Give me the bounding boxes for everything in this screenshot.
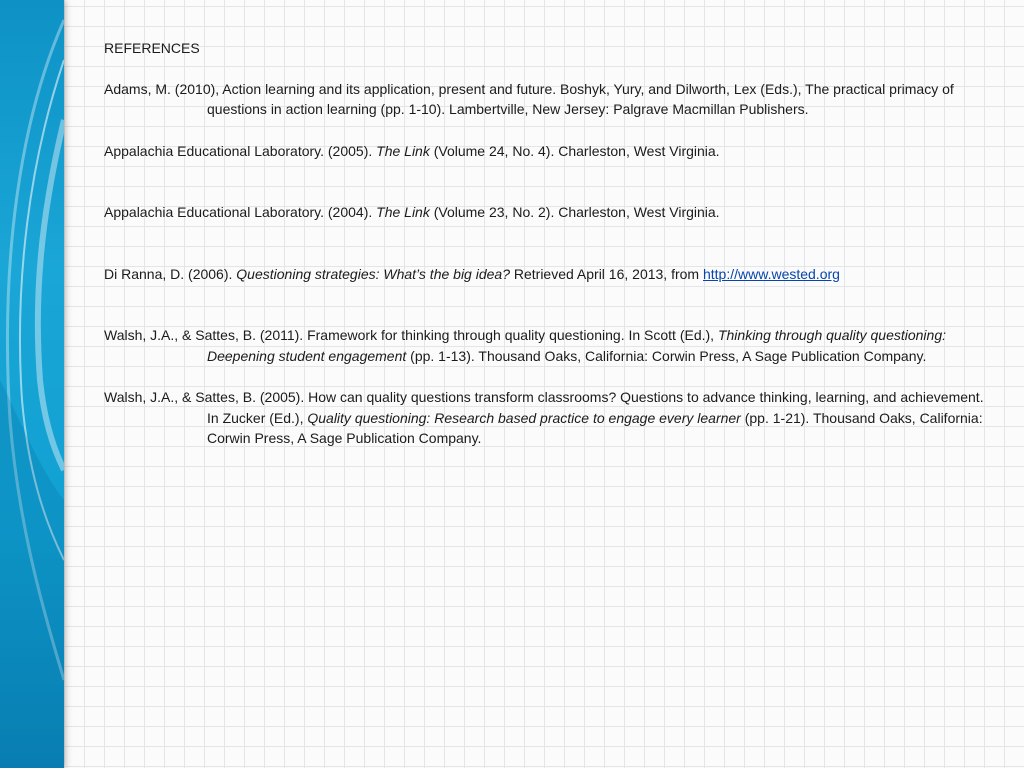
reference-text: (Volume 24, No. 4). Charleston, West Virginia.: [429, 142, 720, 159]
page-title: REFERENCES: [104, 40, 200, 56]
reference-entry-ael-2005: [104, 141, 984, 162]
reference-text: Adams, M. (2010), Action learning and its application, present and future. Boshyk, Yury, and Dilworth, Lex (Eds.), The practical primacy of questions in action learning (pp. 1-10). Lambertville, New Jersey: Palgrave Macmillan Publishers.: [104, 80, 954, 117]
reference-entry-diranna: [104, 264, 984, 285]
reference-text: Retrieved April 16, 2013, from: [509, 265, 703, 282]
references-page: [104, 38, 984, 449]
reference-text: Di Ranna, D. (2006).: [104, 265, 237, 282]
reference-entry-walsh-2011: [104, 325, 984, 366]
decorative-side-band: [0, 0, 64, 768]
reference-text: Walsh, J.A., & Sattes, B. (2011). Framework for thinking through quality questioning. In Scott (Ed.),: [104, 327, 718, 343]
reference-title: The Link: [376, 204, 430, 220]
reference-title: Thinking through quality questioning: Deepening student engagement: [207, 327, 946, 364]
reference-title: Quality questioning: Research based practice to engage every learner: [307, 409, 741, 426]
wested-link[interactable]: http://www.wested.org: [702, 265, 840, 282]
reference-entry-adams: [104, 79, 984, 120]
reference-entry-walsh-2005: [104, 387, 984, 449]
reference-text: (Volume 23, No. 2). Charleston, West Virginia.: [429, 204, 720, 220]
reference-text: Appalachia Educational Laboratory. (2004).: [104, 204, 377, 220]
reference-text: Appalachia Educational Laboratory. (2005).: [104, 142, 377, 159]
reference-text: Walsh, J.A., & Sattes, B. (2005). How can quality questions transform classrooms? Questions to advance thinking, learning, and achievement. In Zucker (Ed.),: [104, 389, 984, 426]
reference-title: Questioning strategies: What’s the big idea?: [236, 265, 510, 282]
reference-title: The Link: [376, 142, 430, 159]
reference-text: (pp. 1-21). Thousand Oaks, California: Corwin Press, A Sage Publication Company.: [207, 409, 983, 446]
swoosh-decoration: [0, 0, 64, 768]
reference-entry-ael-2004: [104, 202, 984, 223]
reference-text: (pp. 1-13). Thousand Oaks, California: Corwin Press, A Sage Publication Company.: [406, 347, 927, 364]
